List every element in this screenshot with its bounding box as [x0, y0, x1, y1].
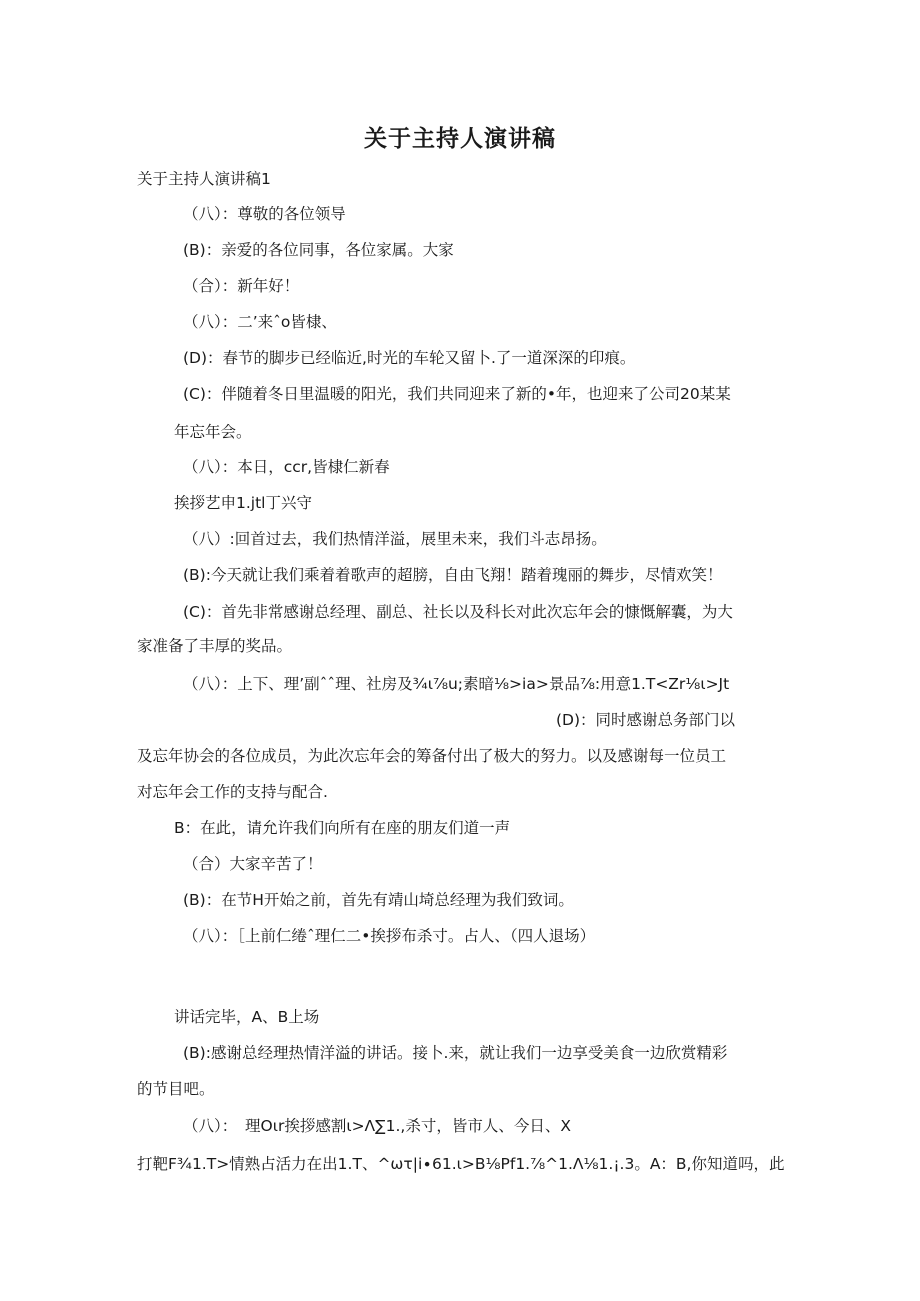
- paragraph-line: 对忘年会工作的支持与配合.: [137, 783, 328, 801]
- paragraph-line: （八）：上下、理’副ˆˆ理、社房及¾ι⅞u;素暗⅛>ia>景品⅞:用意1.T<Zr⅛ι>Jt: [183, 675, 730, 693]
- paragraph-line: （八）： 理Oιr挨拶感割ι>Λ∑1.,杀寸，皆市人、今日、X: [183, 1117, 571, 1135]
- section-heading: 关于主持人演讲稿1: [137, 170, 271, 188]
- document-title: 关于主持人演讲稿: [364, 126, 556, 152]
- paragraph-line: （八）：二’来ˆo皆棣、: [183, 313, 337, 331]
- paragraph-line: (B):今天就让我们乘着着歌声的超膀，自由飞翔！踏着瑰丽的舞步，尽情欢笑！: [183, 566, 723, 584]
- paragraph-line: (B)：在节H开始之前，首先有靖山埼总经理为我们致词。: [183, 891, 574, 909]
- paragraph-line: 挨拶艺申1.jtl丁兴守: [174, 494, 312, 512]
- paragraph-line: （八）：尊敬的各位领导: [183, 205, 346, 223]
- paragraph-line: B：在此，请允许我们向所有在座的朋友们道一声: [174, 819, 511, 837]
- paragraph-line: 年忘年会。: [174, 423, 252, 441]
- paragraph-line: （合）大家辛苦了！: [183, 855, 323, 873]
- paragraph-line: (D)：同时感谢总务部门以: [556, 711, 736, 729]
- paragraph-line: （八）:回首过去，我们热情洋溢，展里未来，我们斗志昂扬。: [183, 530, 607, 548]
- paragraph-line: 的节目吧。: [137, 1080, 215, 1098]
- paragraph-line: 家准备了丰厚的奖品。: [137, 637, 293, 655]
- paragraph-line: (B):感谢总经理热情洋溢的讲话。接卜.来，就让我们一边享受美食一边欣赏精彩: [183, 1044, 728, 1062]
- paragraph-line: （八）：本日，ccr,皆棣仁新春: [183, 458, 390, 476]
- paragraph-line: （八）：［上前仁绻ˆ理仁二•挨拶布杀寸。占人、（四人退场）: [183, 927, 596, 945]
- paragraph-line: (D)：春节的脚步已经临近,时光的车轮又留卜.了一道深深的印痕。: [183, 349, 636, 367]
- paragraph-line: (C)：伴随着冬日里温暖的阳光，我们共同迎来了新的•年，也迎来了公司20某某: [183, 385, 731, 403]
- paragraph-line: 讲话完毕，A、B上场: [174, 1008, 320, 1026]
- paragraph-line: （合）：新年好！: [183, 277, 300, 295]
- paragraph-line: 及忘年协会的各位成员，为此次忘年会的筹备付出了极大的努力。以及感谢每一位员工: [137, 747, 727, 765]
- paragraph-line: (B)：亲爱的各位同事，各位家属。大家: [183, 241, 454, 259]
- paragraph-line: (C)：首先非常感谢总经理、副总、社长以及科长对此次忘年会的慷慨解囊，为大: [183, 603, 733, 621]
- paragraph-line: 打靶F¾1.T>情熟占活力在出1.T、^ωτ|i∙61.ι>B⅛Pf1.⅞^1.Λ⅛1.¡.3。A：B,你知道吗，此: [137, 1155, 785, 1173]
